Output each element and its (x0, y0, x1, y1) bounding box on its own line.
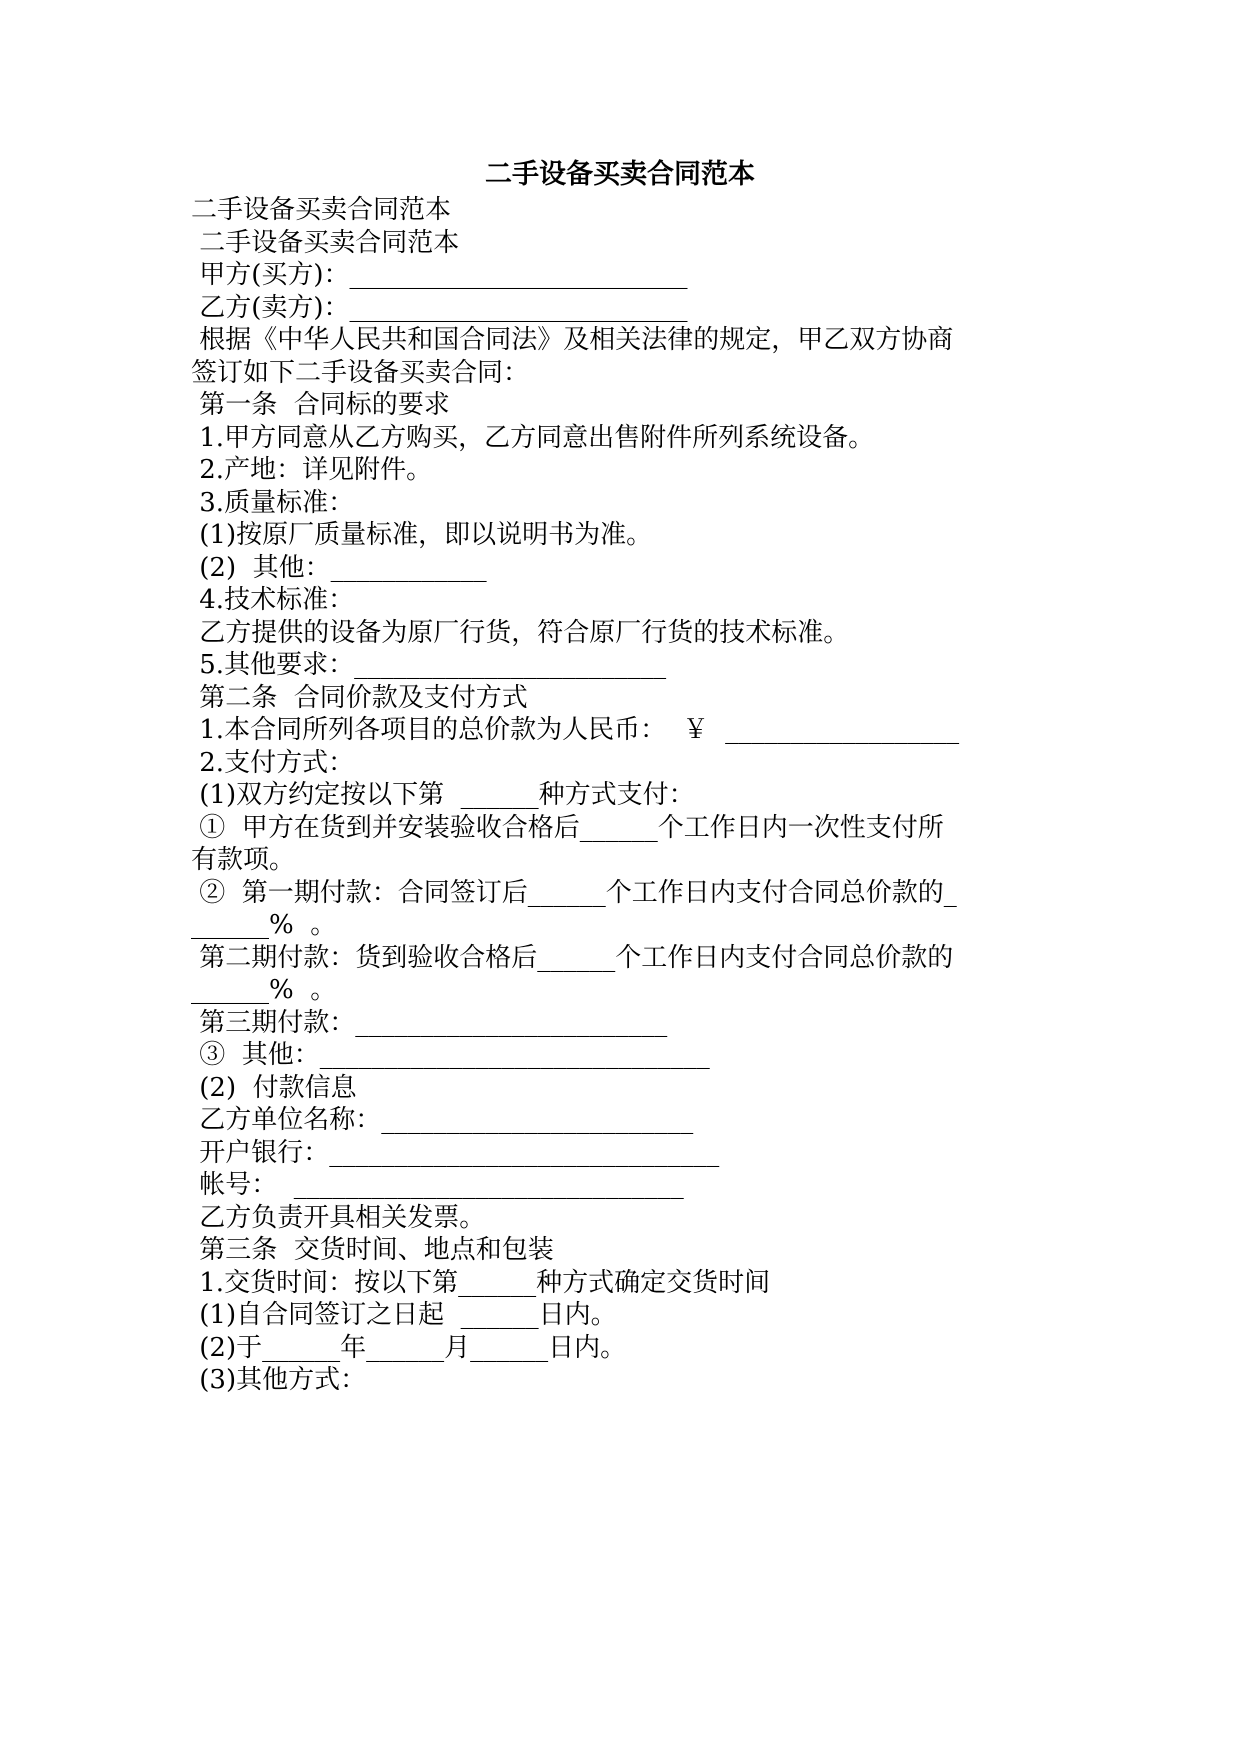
document-line: 乙方提供的设备为原厂行货，符合原厂行货的技术标准。 (191, 617, 850, 648)
document-line: (2)于______年______月______日内。 (191, 1332, 627, 1363)
document-line: 1.交货时间：按以下第______种方式确定交货时间 (191, 1267, 771, 1298)
document-line: 二手设备买卖合同范本 (191, 195, 452, 225)
document-line: (1)按原厂质量标准，即以说明书为准。 (191, 520, 653, 550)
document-line: 1.甲方同意从乙方购买，乙方同意出售附件所列系统设备。 (191, 422, 875, 453)
document-line: 开户银行：______________________________ (191, 1137, 720, 1168)
document-line: 4.技术标准： (191, 585, 355, 615)
document-title: 二手设备买卖合同范本 (485, 159, 755, 190)
document-line: (3)其他方式： (191, 1365, 367, 1395)
document-line: ______% 。 (191, 910, 337, 940)
document-line: 第三条 交货时间、地点和包装 (191, 1235, 554, 1265)
document-line: 帐号： ______________________________ (191, 1170, 684, 1200)
document-line: 5.其他要求：________________________ (191, 650, 667, 680)
document-line: 签订如下二手设备买卖合同： (191, 357, 530, 388)
document-line: 第一条 合同标的要求 (191, 390, 450, 420)
document-line: 第二条 合同价款及支付方式 (191, 682, 528, 713)
document-line: ② 第一期付款：合同签订后______个工作日内支付合同总价款的_ (191, 877, 957, 908)
document-line: 2.支付方式： (191, 747, 355, 778)
document-line: 有款项。 (191, 845, 296, 875)
document-line: (1)双方约定按以下第 ______种方式支付： (191, 780, 695, 810)
document-line: 二手设备买卖合同范本 (191, 227, 460, 258)
document-line: 2.产地：详见附件。 (191, 455, 433, 485)
document-line: 乙方负责开具相关发票。 (191, 1202, 486, 1233)
document-line: 甲方(买方)：__________________________ (191, 260, 688, 290)
document-line: (2) 其他：____________ (191, 552, 487, 583)
document-line: (2) 付款信息 (191, 1072, 357, 1103)
document-line: 3.质量标准： (191, 487, 355, 518)
document-line: 根据《中华人民共和国合同法》及相关法律的规定，甲乙双方协商 (191, 325, 954, 355)
document-line: 第二期付款：货到验收合格后______个工作日内支付合同总价款的 (191, 942, 954, 973)
document-body (191, 194, 1061, 1397)
document-line: 乙方单位名称：________________________ (191, 1105, 694, 1135)
document-line: 乙方(卖方)：__________________________ (191, 292, 688, 323)
document-line: 第三期付款：________________________ (191, 1007, 668, 1038)
document-line: 1.本合同所列各项目的总价款为人民币： ￥ __________________ (191, 715, 960, 745)
document-line: ① 甲方在货到并安装验收合格后______个工作日内一次性支付所 (191, 812, 944, 843)
document-line: (1)自合同签订之日起 ______日内。 (191, 1300, 617, 1330)
document-line: ③ 其他：______________________________ (191, 1040, 710, 1070)
document-line: ______% 。 (191, 975, 337, 1005)
